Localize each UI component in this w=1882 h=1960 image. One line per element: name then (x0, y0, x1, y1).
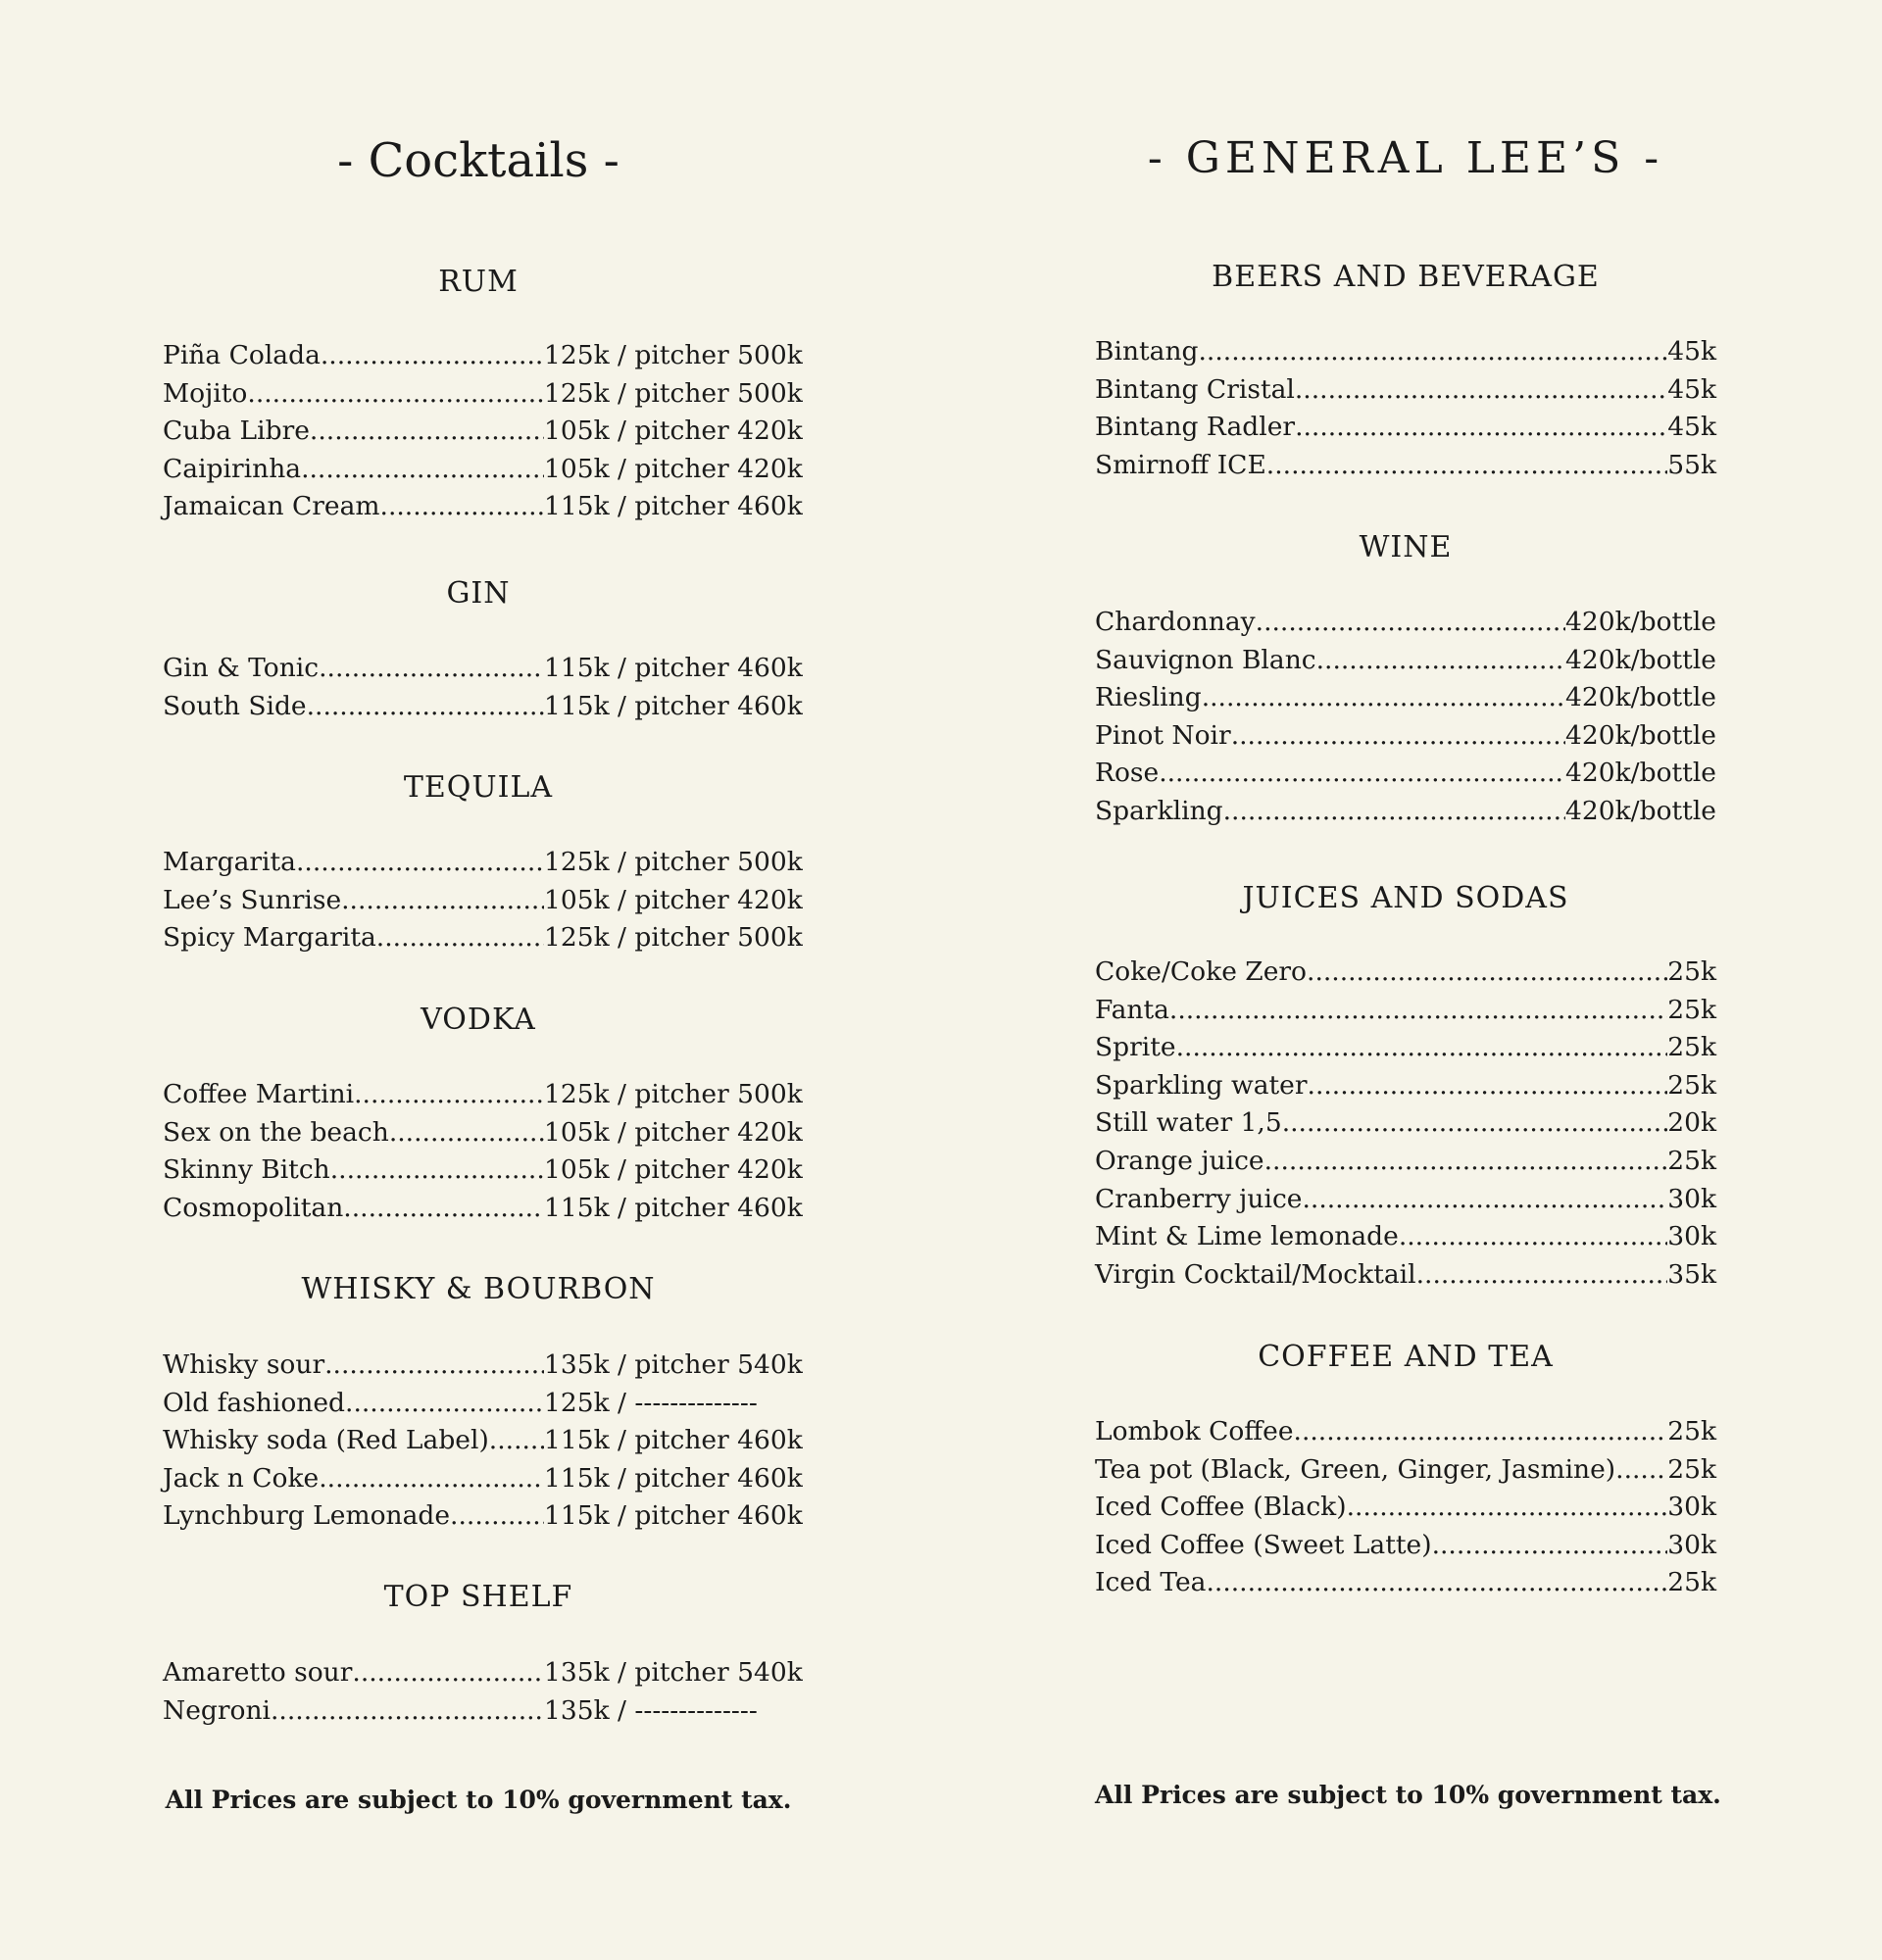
menu-item (1095, 796, 1716, 834)
menu-item-name: Negroni (163, 1694, 271, 1726)
menu-item (163, 922, 803, 960)
dot-leader (1266, 450, 1667, 480)
menu-item-price: 45k (1667, 373, 1716, 405)
menu-item-price: 25k (1667, 1032, 1716, 1063)
menu-item-price: 135k / -------------- (544, 1694, 758, 1726)
menu-item (1095, 412, 1716, 450)
dot-leader (1308, 1070, 1668, 1101)
menu-item (1095, 1259, 1716, 1298)
menu-item-list (163, 1657, 803, 1733)
menu-item-price: 25k (1667, 1069, 1716, 1101)
menu-item-name: Tea pot (Black, Green, Ginger, Jasmine) (1095, 1453, 1616, 1485)
dot-leader (1416, 1259, 1668, 1290)
menu-item (1095, 995, 1716, 1033)
menu-item (1095, 758, 1716, 796)
menu-item-price: 105k / pitcher 420k (544, 1116, 803, 1148)
menu-item-price: 115k / pitcher 460k (544, 491, 803, 522)
dot-leader (1295, 412, 1667, 442)
menu-item (163, 453, 803, 492)
menu-item-name: Whisky sour (163, 1349, 325, 1380)
menu-item-list (1095, 1416, 1716, 1605)
menu-item-price: 45k (1667, 336, 1716, 367)
menu-item (163, 1349, 803, 1388)
menu-item-price: 35k (1667, 1258, 1716, 1290)
menu-item (1095, 1492, 1716, 1530)
general-lees-tax-note: All Prices are subject to 10% government tax. (1095, 1781, 1721, 1809)
dot-leader (450, 1500, 544, 1531)
section-heading: COFFEE AND TEA (1258, 1340, 1554, 1374)
section-heading: TEQUILA (403, 770, 554, 805)
menu-item-price: 30k (1667, 1221, 1716, 1252)
menu-item-price: 30k (1667, 1529, 1716, 1560)
dot-leader (1223, 796, 1565, 826)
section-heading: GIN (446, 576, 511, 611)
dot-leader (380, 491, 544, 521)
menu-item-list (1095, 607, 1716, 834)
menu-item-price: 135k / pitcher 540k (544, 1349, 803, 1380)
dot-leader (1399, 1221, 1667, 1251)
menu-item-price: 25k (1667, 1416, 1716, 1446)
menu-item (1095, 336, 1716, 374)
menu-item (1095, 1221, 1716, 1259)
dot-leader (271, 1695, 544, 1726)
dot-leader (1256, 607, 1565, 637)
menu-item (1095, 645, 1716, 683)
menu-item (163, 653, 803, 691)
menu-item-name: Fanta (1095, 994, 1169, 1025)
menu-item-name: Rose (1095, 758, 1160, 789)
menu-item-price: 30k (1667, 1492, 1716, 1523)
dot-leader (341, 885, 544, 915)
menu-item-list (163, 653, 803, 728)
menu-item-name: Virgin Cocktail/Mocktail (1095, 1258, 1416, 1290)
menu-item-name: Sprite (1095, 1032, 1176, 1063)
menu-item-name: Riesling (1095, 682, 1202, 713)
dot-leader (1316, 645, 1565, 675)
menu-item-name: Lee’s Sunrise (163, 884, 342, 915)
menu-item-name: Caipirinha (163, 453, 302, 484)
menu-item-name: Amaretto sour (163, 1657, 353, 1688)
menu-item-price: 25k (1667, 994, 1716, 1025)
menu-item-price: 125k / -------------- (544, 1387, 758, 1418)
dot-leader (296, 847, 544, 877)
menu-item-price: 45k (1667, 412, 1716, 443)
menu-item-name: Skinny Bitch (163, 1154, 330, 1186)
dot-leader (1432, 1530, 1668, 1560)
dot-leader (389, 1117, 544, 1148)
menu-item (163, 491, 803, 529)
menu-item-name: Lombok Coffee (1095, 1416, 1294, 1446)
menu-item (1095, 1454, 1716, 1493)
dot-leader (1206, 1567, 1667, 1597)
menu-item-name: Lynchburg Lemonade (163, 1500, 451, 1532)
menu-item (1095, 1070, 1716, 1108)
menu-item-price: 115k / pitcher 460k (544, 1192, 803, 1223)
menu-item-price: 420k/bottle (1565, 795, 1716, 826)
dot-leader (1159, 758, 1565, 788)
menu-item (163, 1388, 794, 1426)
menu-item-name: Cuba Libre (163, 416, 310, 447)
dot-leader (319, 1463, 544, 1494)
menu-item-name: Gin & Tonic (163, 653, 320, 683)
menu-item (163, 847, 803, 885)
dot-leader (307, 691, 544, 721)
dot-leader (1294, 1416, 1668, 1446)
menu-item (1095, 720, 1716, 759)
menu-item (163, 1116, 803, 1155)
menu-item-price: 25k (1667, 956, 1716, 987)
menu-item (163, 340, 803, 378)
menu-item (163, 377, 803, 416)
menu-item (163, 416, 803, 454)
menu-item (1095, 682, 1716, 720)
menu-item-price: 125k / pitcher 500k (544, 1079, 803, 1109)
menu-item (163, 1154, 803, 1193)
menu-item-price: 105k / pitcher 420k (544, 416, 803, 447)
menu-item (1095, 607, 1716, 645)
menu-item-name: Sparkling water (1095, 1069, 1308, 1101)
menu-item (1095, 956, 1716, 995)
menu-item-price: 55k (1667, 449, 1716, 480)
dot-leader (1282, 1107, 1668, 1138)
menu-item-price: 135k / pitcher 540k (544, 1657, 803, 1688)
menu-item-price: 125k / pitcher 500k (544, 377, 803, 409)
menu-item (163, 1695, 794, 1734)
dot-leader (247, 378, 544, 409)
dot-leader (1615, 1454, 1667, 1485)
menu-item (1095, 1530, 1716, 1568)
dot-leader (1302, 1184, 1667, 1214)
menu-item-name: Sparkling (1095, 795, 1223, 826)
menu-item-list (163, 1079, 803, 1230)
dot-leader (324, 1349, 544, 1380)
section-heading: VODKA (421, 1003, 536, 1037)
menu-item-name: Chardonnay (1095, 607, 1256, 637)
menu-item-price: 420k/bottle (1565, 758, 1716, 789)
dot-leader (489, 1425, 544, 1455)
menu-item-price: 115k / pitcher 460k (544, 1425, 803, 1456)
menu-item-name: Coffee Martini (163, 1079, 355, 1109)
dot-leader (1231, 720, 1565, 751)
cocktails-title: - Cocktails - (337, 133, 619, 188)
section-heading: BEERS AND BEVERAGE (1212, 260, 1600, 294)
dot-leader (376, 922, 544, 953)
menu-item-name: Sauvignon Blanc (1095, 644, 1316, 675)
menu-item-name: Smirnoff ICE (1095, 449, 1266, 480)
menu-item-price: 30k (1667, 1183, 1716, 1214)
menu-item (163, 1500, 803, 1539)
section-heading: JUICES AND SODAS (1242, 881, 1569, 915)
menu-item-name: Margarita (163, 847, 296, 877)
menu-item-name: Old fashioned (163, 1387, 346, 1418)
menu-item (163, 1079, 803, 1117)
section-heading: WINE (1359, 530, 1453, 564)
menu-item-price: 25k (1667, 1145, 1716, 1176)
menu-item-name: Pinot Noir (1095, 719, 1231, 751)
menu-item-name: Coke/Coke Zero (1095, 956, 1308, 987)
menu-item-price: 25k (1667, 1453, 1716, 1485)
menu-item-name: Orange juice (1095, 1145, 1264, 1176)
section-heading: WHISKY & BOURBON (301, 1272, 656, 1306)
menu-item-price: 420k/bottle (1565, 719, 1716, 751)
dot-leader (1295, 374, 1667, 405)
menu-item-name: South Side (163, 690, 307, 721)
menu-item-name: Cosmopolitan (163, 1192, 344, 1223)
menu-item-name: Spicy Margarita (163, 922, 376, 954)
menu-item (163, 690, 803, 729)
menu-item-list (163, 340, 803, 529)
menu-item-name: Bintang Cristal (1095, 373, 1295, 405)
cocktails-tax-note: All Prices are subject to 10% government tax. (165, 1786, 792, 1814)
menu-item (1095, 1107, 1716, 1146)
menu-item (1095, 1416, 1716, 1454)
dot-leader (1176, 1032, 1668, 1062)
menu-item (1095, 1567, 1716, 1605)
menu-item (1095, 1032, 1716, 1070)
menu-item-price: 115k / pitcher 460k (544, 1462, 803, 1494)
dot-leader (1202, 682, 1565, 712)
menu-item-name: Cranberry juice (1095, 1183, 1303, 1214)
menu-item-name: Iced Coffee (Black) (1095, 1492, 1347, 1523)
menu-item-name: Mojito (163, 377, 248, 409)
menu-item-price: 20k (1667, 1107, 1716, 1139)
dot-leader (343, 1193, 544, 1223)
menu-item (1095, 1184, 1716, 1222)
dot-leader (354, 1079, 544, 1109)
menu-item-list (163, 847, 803, 960)
menu-item-name: Piña Colada (163, 340, 321, 370)
menu-item-name: Jamaican Cream (163, 491, 380, 522)
dot-leader (1347, 1492, 1668, 1522)
menu-item-name: Mint & Lime lemonade (1095, 1221, 1399, 1252)
menu-item-price: 115k / pitcher 460k (544, 690, 803, 721)
menu-item-name: Bintang Radler (1095, 412, 1296, 443)
dot-leader (330, 1154, 544, 1185)
menu-item-name: Iced Tea (1095, 1567, 1207, 1598)
dot-leader (345, 1388, 544, 1418)
dot-leader (1199, 336, 1668, 367)
menu-item-price: 420k/bottle (1565, 682, 1716, 713)
menu-item-name: Sex on the beach (163, 1116, 389, 1148)
menu-item-price: 125k / pitcher 500k (544, 340, 803, 370)
menu-item-list (1095, 956, 1716, 1297)
menu-item (163, 1425, 803, 1463)
menu-item-price: 115k / pitcher 460k (544, 653, 803, 683)
dot-leader (352, 1657, 544, 1688)
dot-leader (310, 416, 544, 446)
menu-item-name: Jack n Coke (163, 1462, 320, 1494)
menu-item (1095, 450, 1716, 488)
menu-item-name: Still water 1,5 (1095, 1107, 1282, 1139)
dot-leader (301, 454, 544, 484)
menu-item-price: 125k / pitcher 500k (544, 922, 803, 954)
dot-leader (1169, 995, 1667, 1025)
menu-item (1095, 1146, 1716, 1184)
menu-item-name: Bintang (1095, 336, 1199, 367)
menu-item-price: 105k / pitcher 420k (544, 1154, 803, 1186)
menu-item-price: 105k / pitcher 420k (544, 453, 803, 484)
general-lees-title: - GENERAL LEE’S - (1147, 133, 1664, 183)
menu-item (163, 1657, 803, 1695)
dot-leader (1307, 956, 1667, 987)
menu-item-price: 420k/bottle (1565, 644, 1716, 675)
dot-leader (321, 340, 544, 370)
menu-item-list (163, 1349, 803, 1539)
menu-item-price: 115k / pitcher 460k (544, 1500, 803, 1532)
menu-item (163, 1462, 803, 1501)
menu-item-price: 125k / pitcher 500k (544, 847, 803, 877)
menu-item-price: 420k/bottle (1565, 607, 1716, 637)
section-heading: RUM (438, 265, 519, 299)
menu-item-price: 25k (1667, 1567, 1716, 1598)
dot-leader (319, 653, 544, 683)
section-heading: TOP SHELF (383, 1580, 573, 1614)
menu-item-list (1095, 336, 1716, 487)
menu-item (1095, 374, 1716, 413)
menu-item (163, 884, 803, 923)
dot-leader (1264, 1146, 1668, 1176)
menu-item-price: 105k / pitcher 420k (544, 884, 803, 915)
menu-item-name: Iced Coffee (Sweet Latte) (1095, 1529, 1432, 1560)
menu-item-name: Whisky soda (Red Label) (163, 1425, 489, 1456)
menu-item (163, 1192, 803, 1231)
